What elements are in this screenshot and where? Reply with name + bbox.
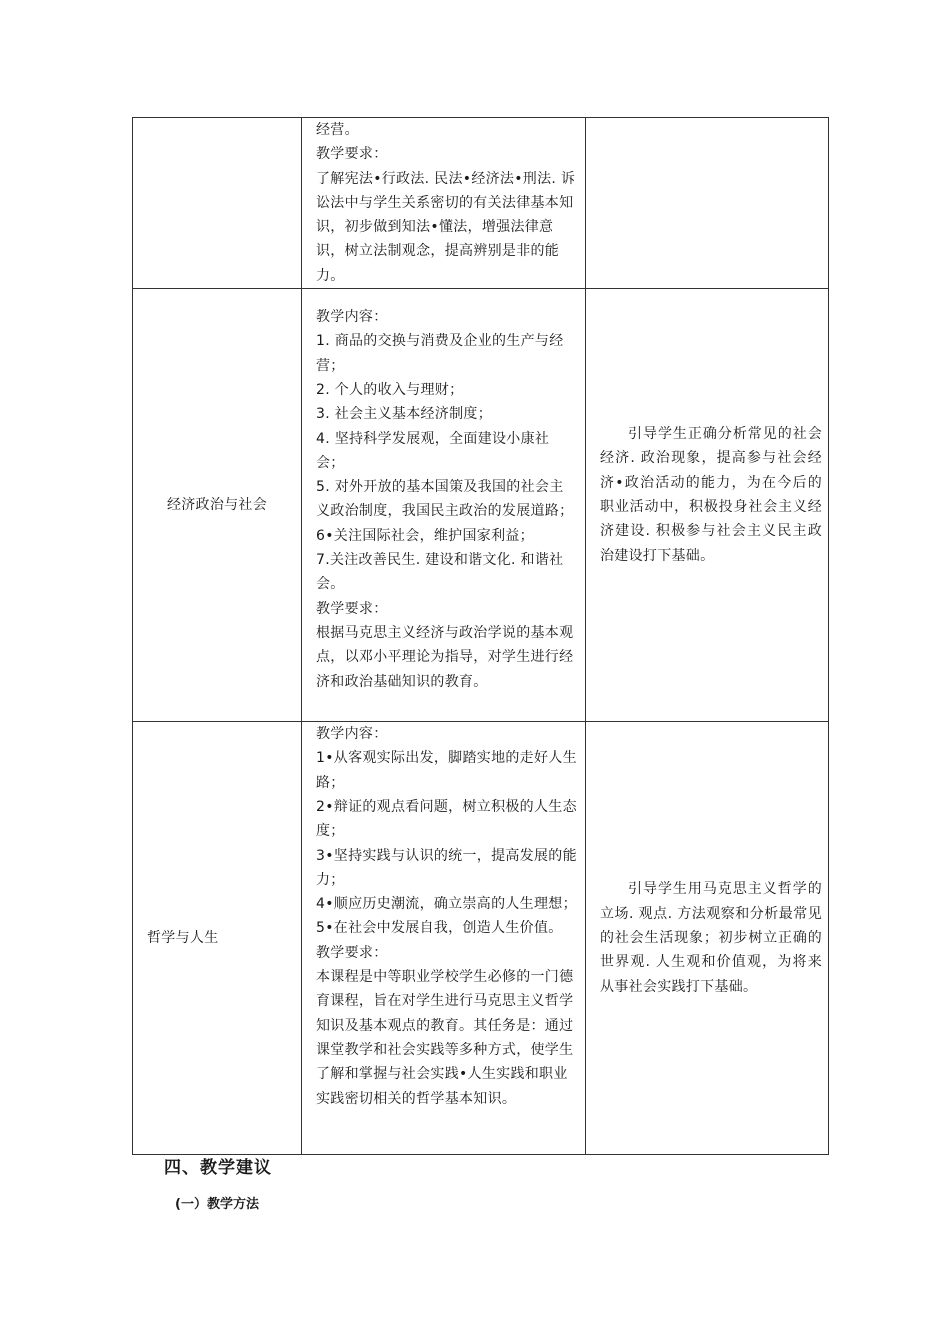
section-heading: 四、教学建议 [164,1158,272,1178]
content-line: 2. 个人的收入与理财； [316,381,464,398]
course-name: 哲学与人生 [147,929,219,946]
content-line: 教学内容： [316,726,388,743]
course-name: 经济政治与社会 [166,496,268,513]
content-line: 3•坚持实践与认识的统一，提高发展的能力； [316,847,577,888]
content-line: 教学要求： [316,146,388,163]
content-line: 6•关注国际社会，维护国家利益； [316,527,534,544]
course-content-cell [302,289,586,722]
course-goal-text: 引导学生正确分析常见的社会经济. 政治现象，提高参与社会经济•政治活动的能力，为在今后的职业活动中，积极投身社会主义经济建设. 积极参与社会主义民主政治建设打下基础。 [600,426,822,564]
table-row [133,118,829,289]
content-line: 教学内容： [316,309,388,326]
content-line: 5. 对外开放的基本国策及我国的社会主义政治制度，我国民主政治的发展道路； [316,479,574,520]
content-line: 根据马克思主义经济与政治学说的基本观点，以邓小平理论为指导，对学生进行经济和政治基础知识的教育。 [316,624,574,690]
table-row [133,722,829,1155]
course-goal-text: 引导学生用马克思主义哲学的立场. 观点. 方法观察和分析最常见的社会生活现象；初步树立正确的世界观. 人生观和价值观，为将来从事社会实践打下基础。 [600,881,822,995]
course-goal-cell [586,722,829,1155]
content-line: 了解宪法•行政法. 民法•经济法•刑法. 诉讼法中与学生关系密切的有关法律基本知识，初步做到知法•懂法，增强法律意识，树立法制观念，提高辨别是非的能力。 [316,170,576,284]
content-line: 经营。 [316,122,359,138]
course-name-cell [133,722,302,1155]
content-line: 2•辩证的观点看问题，树立积极的人生态度； [316,798,577,840]
content-line: 4. 坚持科学发展观，全面建设小康社会； [316,430,550,471]
course-name-cell [133,289,302,722]
table-row [133,289,829,722]
subsection-heading: (一）教学方法 [175,1197,259,1212]
course-name-cell [133,118,302,289]
content-line: 1•从客观实际出发，脚踏实地的走好人生路； [316,750,577,791]
course-goal-cell [586,118,829,289]
course-content-cell [302,722,586,1155]
content-line: 1. 商品的交换与消费及企业的生产与经营； [316,333,564,374]
curriculum-table [132,117,829,1155]
content-line: 7.关注改善民生. 建设和谐文化. 和谐社会。 [316,552,564,593]
content-line: 教学要求： [316,944,388,961]
content-line: 4•顺应历史潮流，确立崇高的人生理想；5•在社会中发展自我，创造人生价值。 [316,896,577,937]
course-content-cell [302,118,586,289]
content-line: 教学要求： [316,600,388,617]
content-line: 3. 社会主义基本经济制度； [316,406,493,423]
content-line: 本课程是中等职业学校学生必修的一门德育课程，旨在对学生进行马克思主义哲学知识及基本观点的教育。其任务是：通过课堂教学和社会实践等多种方式，使学生了解和掌握与社会实践•人生实践和职业实践密切相关的哲学基本知识。 [316,969,574,1107]
course-goal-cell [586,289,829,722]
